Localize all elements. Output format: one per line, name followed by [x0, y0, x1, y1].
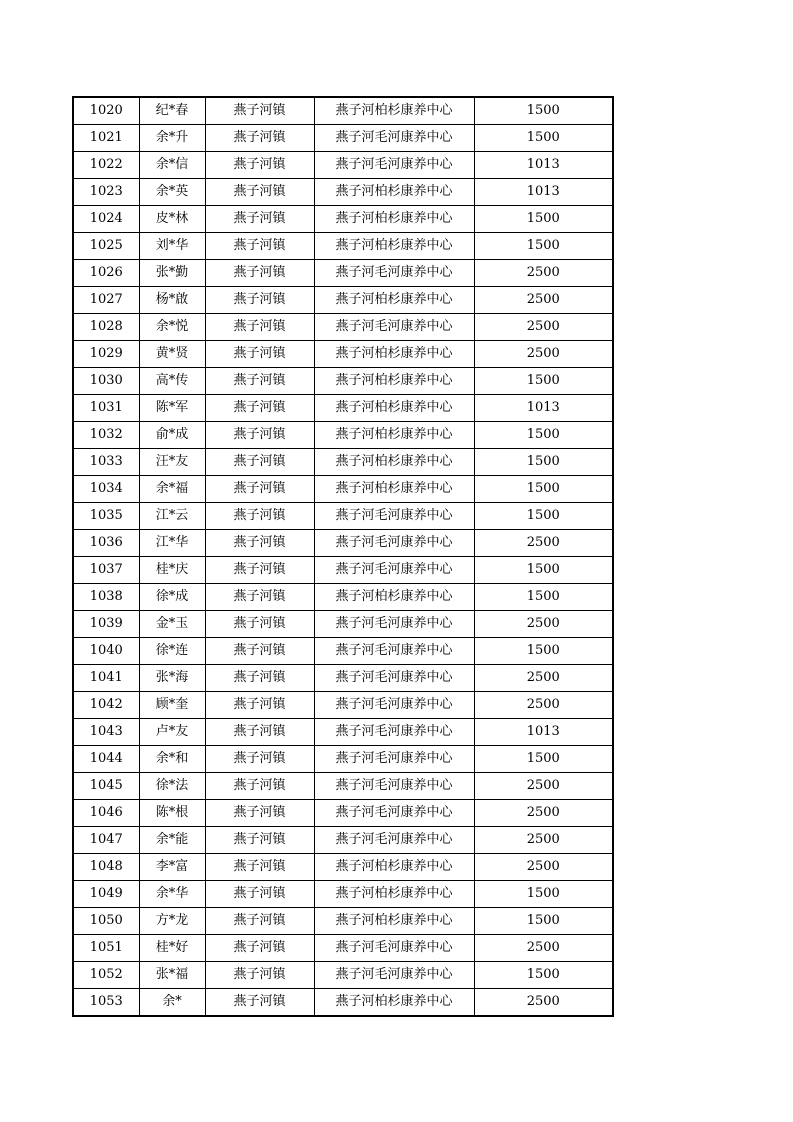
table-row — [73, 314, 613, 341]
cell-amount: 1013 — [474, 395, 613, 422]
cell-town: 燕子河镇 — [205, 395, 314, 422]
cell-care-center: 燕子河柏杉康养中心 — [314, 449, 474, 476]
cell-id: 1023 — [73, 179, 139, 206]
table-row — [73, 341, 613, 368]
table-row — [73, 179, 613, 206]
cell-care-center: 燕子河柏杉康养中心 — [314, 97, 474, 125]
cell-care-center: 燕子河柏杉康养中心 — [314, 368, 474, 395]
cell-town: 燕子河镇 — [205, 233, 314, 260]
table-body — [73, 97, 613, 1016]
cell-amount: 2500 — [474, 530, 613, 557]
cell-amount: 2500 — [474, 314, 613, 341]
cell-id: 1030 — [73, 368, 139, 395]
cell-care-center: 燕子河毛河康养中心 — [314, 773, 474, 800]
cell-id: 1026 — [73, 260, 139, 287]
cell-town: 燕子河镇 — [205, 962, 314, 989]
cell-name: 徐*成 — [139, 584, 205, 611]
table-row — [73, 692, 613, 719]
cell-name: 桂*好 — [139, 935, 205, 962]
cell-care-center: 燕子河毛河康养中心 — [314, 665, 474, 692]
cell-amount: 2500 — [474, 260, 613, 287]
cell-town: 燕子河镇 — [205, 584, 314, 611]
cell-care-center: 燕子河毛河康养中心 — [314, 557, 474, 584]
cell-name: 余*能 — [139, 827, 205, 854]
table-row — [73, 206, 613, 233]
cell-name: 高*传 — [139, 368, 205, 395]
cell-amount: 2500 — [474, 800, 613, 827]
cell-amount: 2500 — [474, 611, 613, 638]
table-row — [73, 800, 613, 827]
cell-town: 燕子河镇 — [205, 827, 314, 854]
cell-id: 1024 — [73, 206, 139, 233]
cell-name: 张*勤 — [139, 260, 205, 287]
data-table — [72, 96, 614, 1017]
cell-care-center: 燕子河柏杉康养中心 — [314, 989, 474, 1017]
cell-care-center: 燕子河毛河康养中心 — [314, 152, 474, 179]
cell-town: 燕子河镇 — [205, 611, 314, 638]
cell-care-center: 燕子河柏杉康养中心 — [314, 233, 474, 260]
cell-name: 余*升 — [139, 125, 205, 152]
table-row — [73, 503, 613, 530]
cell-care-center: 燕子河毛河康养中心 — [314, 827, 474, 854]
table-row — [73, 449, 613, 476]
cell-id: 1046 — [73, 800, 139, 827]
cell-town: 燕子河镇 — [205, 989, 314, 1017]
table-row — [73, 611, 613, 638]
cell-id: 1051 — [73, 935, 139, 962]
cell-name: 桂*庆 — [139, 557, 205, 584]
cell-id: 1050 — [73, 908, 139, 935]
cell-amount: 1013 — [474, 179, 613, 206]
cell-amount: 2500 — [474, 692, 613, 719]
cell-amount: 1500 — [474, 97, 613, 125]
cell-amount: 2500 — [474, 665, 613, 692]
cell-name: 徐*连 — [139, 638, 205, 665]
cell-care-center: 燕子河柏杉康养中心 — [314, 422, 474, 449]
cell-id: 1037 — [73, 557, 139, 584]
cell-care-center: 燕子河毛河康养中心 — [314, 719, 474, 746]
cell-id: 1042 — [73, 692, 139, 719]
cell-amount: 1013 — [474, 152, 613, 179]
table-row — [73, 881, 613, 908]
cell-town: 燕子河镇 — [205, 449, 314, 476]
cell-amount: 1500 — [474, 449, 613, 476]
table-row — [73, 287, 613, 314]
table-row — [73, 719, 613, 746]
cell-care-center: 燕子河柏杉康养中心 — [314, 584, 474, 611]
cell-name: 余*福 — [139, 476, 205, 503]
cell-id: 1027 — [73, 287, 139, 314]
cell-amount: 1500 — [474, 422, 613, 449]
cell-amount: 2500 — [474, 989, 613, 1017]
cell-care-center: 燕子河柏杉康养中心 — [314, 908, 474, 935]
cell-name: 汪*友 — [139, 449, 205, 476]
cell-amount: 1500 — [474, 557, 613, 584]
table-row — [73, 827, 613, 854]
table-row — [73, 989, 613, 1017]
cell-town: 燕子河镇 — [205, 935, 314, 962]
table-row — [73, 152, 613, 179]
cell-name: 陈*军 — [139, 395, 205, 422]
cell-amount: 2500 — [474, 935, 613, 962]
cell-id: 1038 — [73, 584, 139, 611]
cell-name: 刘*华 — [139, 233, 205, 260]
cell-id: 1043 — [73, 719, 139, 746]
cell-amount: 1013 — [474, 719, 613, 746]
cell-name: 俞*成 — [139, 422, 205, 449]
cell-amount: 1500 — [474, 476, 613, 503]
table-row — [73, 476, 613, 503]
cell-amount: 1500 — [474, 908, 613, 935]
cell-name: 卢*友 — [139, 719, 205, 746]
cell-care-center: 燕子河毛河康养中心 — [314, 314, 474, 341]
cell-town: 燕子河镇 — [205, 152, 314, 179]
cell-id: 1025 — [73, 233, 139, 260]
cell-care-center: 燕子河柏杉康养中心 — [314, 395, 474, 422]
cell-care-center: 燕子河毛河康养中心 — [314, 962, 474, 989]
cell-id: 1039 — [73, 611, 139, 638]
cell-care-center: 燕子河毛河康养中心 — [314, 530, 474, 557]
cell-town: 燕子河镇 — [205, 125, 314, 152]
cell-name: 余* — [139, 989, 205, 1017]
cell-town: 燕子河镇 — [205, 692, 314, 719]
cell-care-center: 燕子河柏杉康养中心 — [314, 206, 474, 233]
cell-name: 张*福 — [139, 962, 205, 989]
cell-name: 金*玉 — [139, 611, 205, 638]
cell-name: 皮*林 — [139, 206, 205, 233]
cell-id: 1032 — [73, 422, 139, 449]
table-row — [73, 935, 613, 962]
table-row — [73, 908, 613, 935]
table-row — [73, 638, 613, 665]
cell-name: 余*英 — [139, 179, 205, 206]
cell-town: 燕子河镇 — [205, 503, 314, 530]
cell-care-center: 燕子河毛河康养中心 — [314, 935, 474, 962]
cell-care-center: 燕子河柏杉康养中心 — [314, 854, 474, 881]
cell-name: 江*华 — [139, 530, 205, 557]
table-row — [73, 665, 613, 692]
table-row — [73, 97, 613, 125]
cell-town: 燕子河镇 — [205, 287, 314, 314]
cell-town: 燕子河镇 — [205, 476, 314, 503]
cell-town: 燕子河镇 — [205, 746, 314, 773]
cell-name: 余*信 — [139, 152, 205, 179]
cell-town: 燕子河镇 — [205, 773, 314, 800]
cell-id: 1040 — [73, 638, 139, 665]
table-row — [73, 395, 613, 422]
cell-name: 余*和 — [139, 746, 205, 773]
cell-town: 燕子河镇 — [205, 422, 314, 449]
cell-care-center: 燕子河柏杉康养中心 — [314, 179, 474, 206]
cell-care-center: 燕子河毛河康养中心 — [314, 611, 474, 638]
cell-care-center: 燕子河柏杉康养中心 — [314, 341, 474, 368]
cell-amount: 1500 — [474, 746, 613, 773]
table-row — [73, 422, 613, 449]
cell-name: 江*云 — [139, 503, 205, 530]
cell-amount: 1500 — [474, 503, 613, 530]
cell-town: 燕子河镇 — [205, 530, 314, 557]
cell-town: 燕子河镇 — [205, 665, 314, 692]
cell-name: 纪*春 — [139, 97, 205, 125]
cell-id: 1031 — [73, 395, 139, 422]
cell-amount: 1500 — [474, 881, 613, 908]
cell-town: 燕子河镇 — [205, 97, 314, 125]
cell-id: 1033 — [73, 449, 139, 476]
cell-id: 1021 — [73, 125, 139, 152]
cell-town: 燕子河镇 — [205, 800, 314, 827]
cell-town: 燕子河镇 — [205, 719, 314, 746]
cell-care-center: 燕子河毛河康养中心 — [314, 746, 474, 773]
cell-id: 1029 — [73, 341, 139, 368]
cell-care-center: 燕子河毛河康养中心 — [314, 692, 474, 719]
cell-amount: 1500 — [474, 584, 613, 611]
table-row — [73, 854, 613, 881]
table-row — [73, 584, 613, 611]
table-row — [73, 368, 613, 395]
cell-id: 1035 — [73, 503, 139, 530]
cell-name: 余*华 — [139, 881, 205, 908]
cell-town: 燕子河镇 — [205, 908, 314, 935]
cell-name: 徐*法 — [139, 773, 205, 800]
cell-name: 方*龙 — [139, 908, 205, 935]
cell-id: 1036 — [73, 530, 139, 557]
cell-name: 顾*奎 — [139, 692, 205, 719]
cell-care-center: 燕子河柏杉康养中心 — [314, 287, 474, 314]
table-row — [73, 746, 613, 773]
cell-amount: 2500 — [474, 341, 613, 368]
table-row — [73, 260, 613, 287]
cell-town: 燕子河镇 — [205, 854, 314, 881]
cell-id: 1052 — [73, 962, 139, 989]
cell-amount: 2500 — [474, 287, 613, 314]
cell-id: 1022 — [73, 152, 139, 179]
cell-town: 燕子河镇 — [205, 881, 314, 908]
cell-amount: 2500 — [474, 827, 613, 854]
table-row — [73, 125, 613, 152]
cell-amount: 1500 — [474, 962, 613, 989]
cell-amount: 2500 — [474, 773, 613, 800]
cell-name: 张*海 — [139, 665, 205, 692]
cell-town: 燕子河镇 — [205, 638, 314, 665]
cell-amount: 1500 — [474, 368, 613, 395]
cell-care-center: 燕子河柏杉康养中心 — [314, 476, 474, 503]
cell-amount: 1500 — [474, 125, 613, 152]
cell-town: 燕子河镇 — [205, 179, 314, 206]
cell-id: 1044 — [73, 746, 139, 773]
cell-name: 余*悦 — [139, 314, 205, 341]
cell-amount: 1500 — [474, 206, 613, 233]
cell-care-center: 燕子河毛河康养中心 — [314, 800, 474, 827]
cell-amount: 2500 — [474, 854, 613, 881]
table-row — [73, 233, 613, 260]
cell-town: 燕子河镇 — [205, 206, 314, 233]
cell-amount: 1500 — [474, 233, 613, 260]
table-row — [73, 557, 613, 584]
cell-care-center: 燕子河柏杉康养中心 — [314, 881, 474, 908]
cell-town: 燕子河镇 — [205, 260, 314, 287]
cell-name: 陈*根 — [139, 800, 205, 827]
cell-name: 黄*贤 — [139, 341, 205, 368]
cell-care-center: 燕子河毛河康养中心 — [314, 638, 474, 665]
cell-id: 1020 — [73, 97, 139, 125]
cell-amount: 1500 — [474, 638, 613, 665]
cell-town: 燕子河镇 — [205, 341, 314, 368]
cell-name: 杨*啟 — [139, 287, 205, 314]
cell-town: 燕子河镇 — [205, 557, 314, 584]
cell-id: 1049 — [73, 881, 139, 908]
table-row — [73, 773, 613, 800]
cell-name: 李*富 — [139, 854, 205, 881]
cell-id: 1047 — [73, 827, 139, 854]
cell-care-center: 燕子河毛河康养中心 — [314, 503, 474, 530]
table-row — [73, 962, 613, 989]
cell-id: 1028 — [73, 314, 139, 341]
cell-town: 燕子河镇 — [205, 368, 314, 395]
cell-care-center: 燕子河毛河康养中心 — [314, 260, 474, 287]
cell-id: 1048 — [73, 854, 139, 881]
cell-id: 1034 — [73, 476, 139, 503]
cell-care-center: 燕子河毛河康养中心 — [314, 125, 474, 152]
table-row — [73, 530, 613, 557]
cell-id: 1045 — [73, 773, 139, 800]
cell-id: 1053 — [73, 989, 139, 1017]
cell-id: 1041 — [73, 665, 139, 692]
cell-town: 燕子河镇 — [205, 314, 314, 341]
